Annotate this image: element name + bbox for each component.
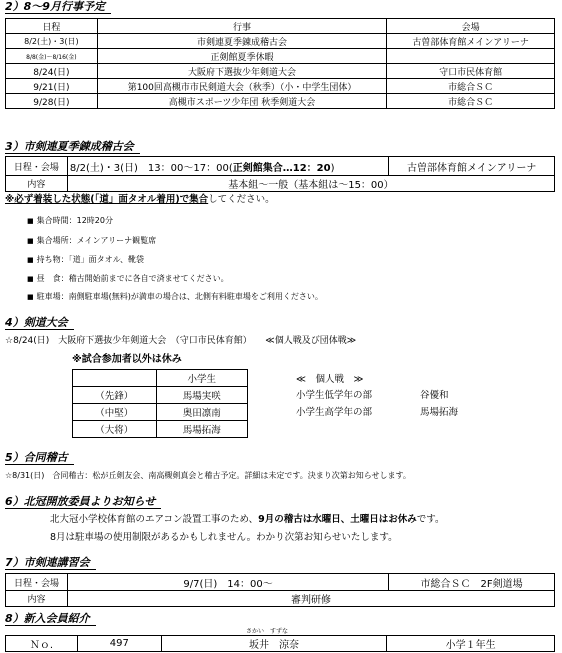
- row-event: 第100回高槻市市民剣道大会（秋季）（小・中学生団体）: [97, 79, 387, 94]
- row-event: 市剣連夏季錬成稽古会: [97, 34, 387, 49]
- member-name: 坂井 涼奈: [161, 636, 387, 652]
- individual-category: 小学生低学年の部: [296, 390, 373, 401]
- position: （中堅）: [73, 404, 157, 421]
- row-event: 大阪府下選抜少年剣道大会: [97, 64, 387, 79]
- row-date: 9/28(日): [6, 94, 98, 109]
- section-5-title: 5）合同稽古: [5, 451, 74, 465]
- header-venue: 会場: [387, 19, 555, 34]
- row-date: 8/2(土)・3(日): [6, 34, 98, 49]
- table-row: [6, 94, 555, 109]
- date-venue-label: 日程・会場: [6, 157, 68, 176]
- team-header: 小学生: [156, 370, 247, 387]
- member-no: 497: [77, 636, 161, 652]
- row-venue: [387, 49, 555, 64]
- member-grade: 小学１年生: [387, 636, 555, 652]
- content-label: 内容: [6, 591, 68, 607]
- section-8-title: 8）新入会員紹介: [5, 612, 96, 626]
- table-header-row: [6, 19, 555, 34]
- position: （大将）: [73, 421, 157, 438]
- position: （先鋒）: [73, 387, 157, 404]
- row-date: 9/21(日): [6, 79, 98, 94]
- player: 奥田凛南: [156, 404, 247, 421]
- row-venue: 古曽部体育館メインアリーナ: [387, 34, 555, 49]
- workshop-venue: 市総合ＳＣ 2F剣道場: [389, 574, 555, 591]
- attire-note: ※必ず着装した状態(「道」面タオル着用)で集合してください。: [5, 194, 275, 205]
- table-row: [6, 49, 555, 64]
- bullet-item: ■ 集合時間：12時20分: [27, 215, 113, 227]
- row-venue: 市総合ＳＣ: [387, 94, 555, 109]
- individual-category: 小学生高学年の部: [296, 407, 373, 418]
- individual-title: ≪ 個人戦 ≫: [296, 374, 364, 385]
- seminar-venue: 古曽部体育館メインアリーナ: [389, 157, 555, 176]
- aircon-notice: 北大冠小学校体育館のエアコン設置工事のため、9月の稽古は水曜日、土曜日はお休みです。: [50, 514, 445, 525]
- new-member-table: [5, 635, 555, 652]
- participants-note: ※試合参加者以外は休み: [72, 354, 182, 365]
- team-table: [72, 369, 248, 438]
- bullet-item: ■ 集合場所：メインアリーナ観覧席: [27, 235, 156, 247]
- bullet-item: ■ 駐車場：南側駐車場(無料)が満車の場合は、北側有料駐車場をご利用ください。: [27, 291, 323, 303]
- name-ruby: さかい すずな: [246, 628, 289, 635]
- row-event: 正剣館夏季休暇: [97, 49, 387, 64]
- seminar-content: 基本組～一般（基本組は～15：00）: [67, 176, 554, 192]
- schedule-table: [5, 18, 555, 109]
- row-venue: 市総合ＳＣ: [387, 79, 555, 94]
- workshop-table: [5, 573, 555, 607]
- tournament-line: ☆8/24(日) 大阪府下選抜少年剣道大会 （守口市民体育館） ≪個人戦及び団体戦≫: [5, 336, 357, 346]
- section-4-title: 4）剣道大会: [5, 316, 74, 330]
- bullet-item: ■ 持ち物：「道」面タオル、靴袋: [27, 254, 144, 266]
- header-date: 日程: [6, 19, 98, 34]
- date-venue-label: 日程・会場: [6, 574, 68, 591]
- player: 馬場拓海: [156, 421, 247, 438]
- header-event: 行事: [97, 19, 387, 34]
- workshop-content: 審判研修: [67, 591, 554, 607]
- table-row: [6, 64, 555, 79]
- row-event: 高槻市スポーツ少年団 秋季剣道大会: [97, 94, 387, 109]
- meeting-time: 正剣館集合…12：20: [232, 162, 331, 174]
- section-7-title: 7）市剣連講習会: [5, 556, 96, 570]
- section-2-title: 2）8～9月行事予定: [5, 0, 111, 14]
- row-date: 8/24(日): [6, 64, 98, 79]
- content-label: 内容: [6, 176, 68, 192]
- member-no-label: Ｎｏ.: [6, 636, 78, 652]
- row-date: 8/8(金)～8/16(金): [6, 49, 98, 64]
- parking-notice: 8月は駐車場の使用制限があるかもしれません。わかり次第お知らせいたします。: [50, 532, 398, 543]
- player: 馬場実咲: [156, 387, 247, 404]
- seminar-date: 8/2(土)・3(日) 13：00～17：00(正剣館集合…12：20): [67, 157, 388, 176]
- table-row: [6, 79, 555, 94]
- section-6-title: 6）北冠開放委員よりお知らせ: [5, 495, 161, 509]
- joint-practice-line: ☆8/31(日) 合同稽古：松が丘剣友会、南高槻剣真会と稽古予定。詳細は未定です。決まり次第お知らせします。: [5, 471, 411, 480]
- table-row: [6, 34, 555, 49]
- individual-player: 馬場拓海: [420, 407, 459, 418]
- seminar-table: [5, 156, 555, 192]
- section-3-title: 3）市剣連夏季錬成稽古会: [5, 140, 140, 154]
- individual-player: 谷優和: [420, 390, 449, 401]
- bullet-item: ■ 昼 食：稽古開始前までに各自で済ませてください。: [27, 273, 229, 285]
- workshop-date: 9/7(日) 14：00～: [67, 574, 388, 591]
- row-venue: 守口市民体育館: [387, 64, 555, 79]
